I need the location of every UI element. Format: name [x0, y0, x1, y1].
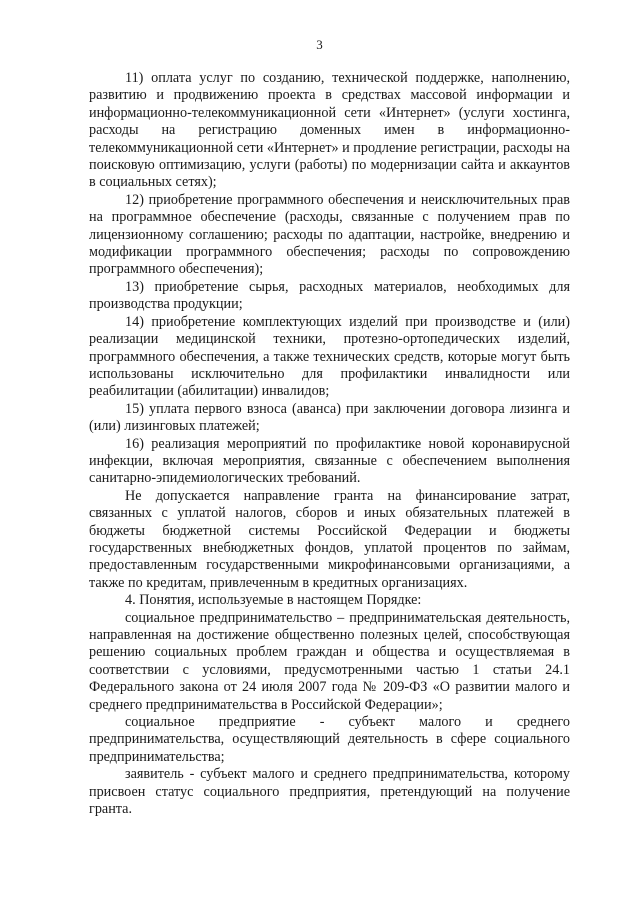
definition-social-entrepreneurship: социальное предпринимательство – предпринимательская деятельность, направленная на достижение общественно полезных целей, способствующая решению социальных проблем граждан и общества и осуществляемая в соответствии с условиями, предусмотренными частью 1 статьи 24.1 Федерального закона от 24 июля 2007 года № 209-ФЗ «О развитии малого и среднего предпринимательства в Российской Федерации»;: [89, 609, 570, 713]
document-body: [89, 70, 570, 818]
paragraph-item-15: 15) уплата первого взноса (аванса) при заключении договора лизинга и (или) лизинговых платежей;: [89, 400, 570, 435]
definition-applicant: заявитель - субъект малого и среднего предпринимательства, которому присвоен статус социального предприятия, претендующий на получение гранта.: [89, 766, 570, 818]
paragraph-item-13: 13) приобретение сырья, расходных материалов, необходимых для производства продукции;: [89, 278, 570, 313]
page-number: 3: [316, 37, 323, 52]
paragraph-item-14: 14) приобретение комплектующих изделий при производстве и (или) реализации медицинской техники, протезно-ортопедических изделий, программного обеспечения, а также технических средств, которые могут быть использованы исключительно для профилактики инвалидности или реабилитации (абилитации) инвалидов;: [89, 313, 570, 400]
paragraph-item-11: 11) оплата услуг по созданию, технической поддержке, наполнению, развитию и продвижению проекта в средствах массовой информации и информационно-телекоммуникационной сети «Интернет» (услуги хостинга, расходы на регистрацию доменных имен в информационно-телекоммуникационной сети «Интернет» и продление регистрации, расходы на поисковую оптимизацию, услуги (работы) по модернизации сайта и аккаунтов в социальных сетях);: [89, 70, 570, 191]
paragraph-restrictions: Не допускается направление гранта на финансирование затрат, связанных с уплатой налогов, сборов и иных обязательных платежей в бюджеты бюджетной системы Российской Федерации и бюджеты государственных внебюджетных фондов, уплатой процентов по займам, предоставленным государственными микрофинансовыми организациями, а также по кредитам, привлеченным в кредитных организациях.: [89, 487, 570, 591]
definition-social-enterprise: социальное предприятие - субъект малого и среднего предпринимательства, осуществляющий деятельность в сфере социального предпринимательства;: [89, 714, 570, 765]
paragraph-item-12: 12) приобретение программного обеспечения и неисключительных прав на программное обеспечение (расходы, связанные с получением прав по лицензионному соглашению; расходы по адаптации, настройке, внедрению и модификации программного обеспечения; расходы по сопровождению программного обеспечения);: [89, 191, 570, 278]
paragraph-item-16: 16) реализация мероприятий по профилактике новой коронавирусной инфекции, включая мероприятия, связанные с обеспечением выполнения санитарно-эпидемиологических требований.: [89, 435, 570, 487]
paragraph-definitions-heading: 4. Понятия, используемые в настоящем Порядке:: [125, 592, 422, 609]
